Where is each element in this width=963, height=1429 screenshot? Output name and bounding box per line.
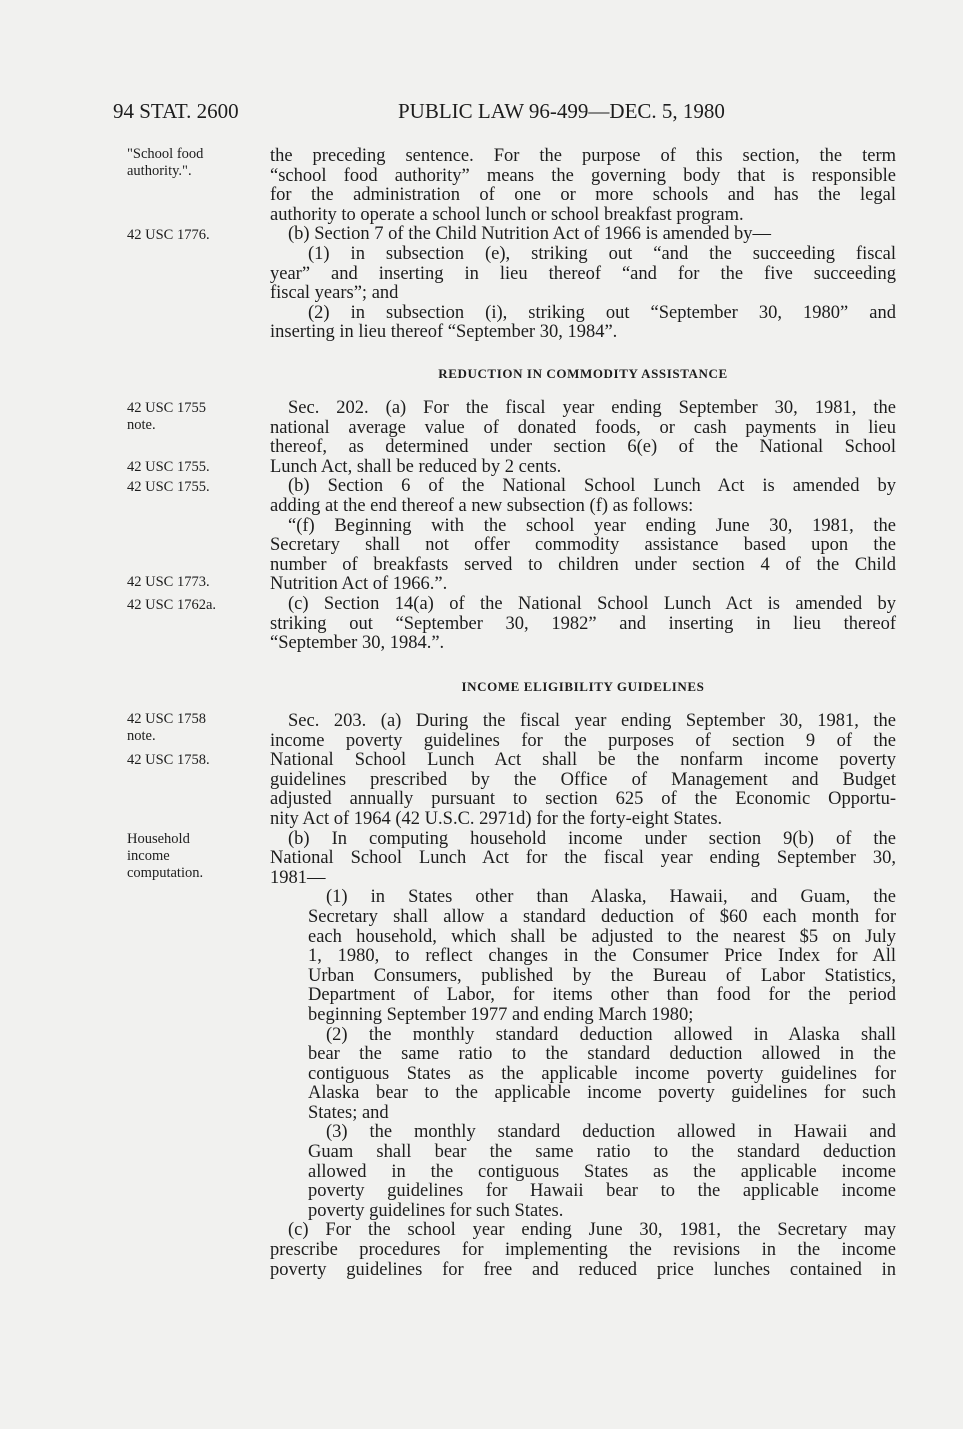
- text-block-sec202: Sec. 202. (a) For the fiscal year ending September 30, 1981, the national average value of donated foods, or cash payments in lieu thereof, as determined under section 6(e) of the National School Lunch Act, shall be reduced by 2 cents. (b) Section 6 of the National School Lunch Act is amended by adding at the end thereof a new subsection (f) as follows: “(f) Beginning with the school year ending June 30, 1981, the Secretary shall not offer commodity assistance based upon the number of breakfasts served to children under section 4 of the Child Nutrition Act of 1966.”. (c) Section 14(a) of the National School Lunch Act is amended by striking out “September 30, 1982” and inserting in lieu thereof “September 30, 1984.”.: [270, 398, 896, 654]
- margin-note: 42 USC 1776.: [127, 227, 210, 243]
- margin-note: 42 USC 1758 note.: [127, 711, 206, 744]
- page-running-title: PUBLIC LAW 96-499—DEC. 5, 1980: [398, 99, 725, 123]
- margin-note: Household income computation.: [127, 831, 204, 881]
- clause-3: (3) the monthly standard deduction allowed in Hawaii and Guam shall bear the same ratio to the standard deduction allowed in the contiguous States as the applicable income poverty guidelines for Hawaii bear to the applicable income poverty guidelines for such States.: [308, 1122, 896, 1221]
- clause-2: (2) the monthly standard deduction allowed in Alaska shall bear the same ratio to the standard deduction allowed in the contiguous States as the applicable income poverty guidelines for Alaska bear to the applicable income poverty guidelines for such States; and: [308, 1024, 896, 1123]
- text-block-sec203: Sec. 203. (a) During the fiscal year ending September 30, 1981, the income poverty guidelines for the purposes of section 9 of the National School Lunch Act shall be the nonfarm income poverty guidelines prescribed by the Office of Management and Budget adjusted annually pursuant to section 625 of the Economic Opportu- nity Act of 1964 (42 U.S.C. 2971d) for the forty-eight States. (b) In computing household income under section 9(b) of the National School Lunch Act for the fiscal year ending September 30, 1981— (1) in States other than Alaska, Hawaii, and Guam, the Secretary shall allow a standard deduction of $60 each month for each household, which shall be adjusted to the nearest $5 on July 1, 1980, to reflect changes in the Consumer Price Index for All Urban Consumers, published by the Bureau of Labor Statistics, Department of Labor, for items other than food for the period beginning September 1977 and ending March 1980; (2) the monthly standard deduction allowed in Alaska shall bear the same ratio to the standard deduction allowed in the contiguous States as the applicable income poverty guidelines for Alaska bear to the applicable income poverty guidelines for such States; and (3) the monthly standard deduction allowed in Hawaii and Guam shall bear the same ratio to the standard deduction allowed in the contiguous States as the applicable income poverty guidelines for Hawaii bear to the applicable income poverty guidelines for such States. (c) For the school year ending June 30, 1981, the Secretary may prescribe procedures for implementing the revisions in the income poverty guidelines for free and reduced price lunches contained in: [270, 711, 896, 1280]
- margin-note: 42 USC 1755.: [127, 479, 210, 495]
- margin-note: "School food authority.".: [127, 146, 204, 179]
- margin-note: 42 USC 1773.: [127, 574, 210, 590]
- margin-note: 42 USC 1762a.: [127, 597, 217, 613]
- page-statute-citation: 94 STAT. 2600: [113, 99, 239, 123]
- section-heading: REDUCTION IN COMMODITY ASSISTANCE: [438, 366, 728, 381]
- text-block-continuation: the preceding sentence. For the purpose of this section, the term “school food authority” means the governing body that is responsible for the administration of one or more schools and has the legal authority to operate a school lunch or school breakfast program. (b) Section 7 of the Child Nutrition Act of 1966 is amended by— (1) in subsection (e), striking out “and the succeeding fiscal year” and inserting in lieu thereof “and for the five succeeding fiscal years”; and (2) in subsection (i), striking out “September 30, 1980” and inserting in lieu thereof “September 30, 1984”.: [270, 146, 896, 343]
- section-heading: INCOME ELIGIBILITY GUIDELINES: [461, 679, 705, 694]
- clause-1: (1) in States other than Alaska, Hawaii, and Guam, the Secretary shall allow a standard deduction of $60 each month for each household, which shall be adjusted to the nearest $5 on July 1, 1980, to reflect changes in the Consumer Price Index for All Urban Consumers, published by the Bureau of Labor Statistics, Department of Labor, for items other than food for the period beginning September 1977 and ending March 1980;: [308, 887, 896, 1025]
- margin-note: 42 USC 1758.: [127, 752, 210, 768]
- margin-note: 42 USC 1755.: [127, 459, 210, 475]
- margin-note: 42 USC 1755 note.: [127, 400, 206, 433]
